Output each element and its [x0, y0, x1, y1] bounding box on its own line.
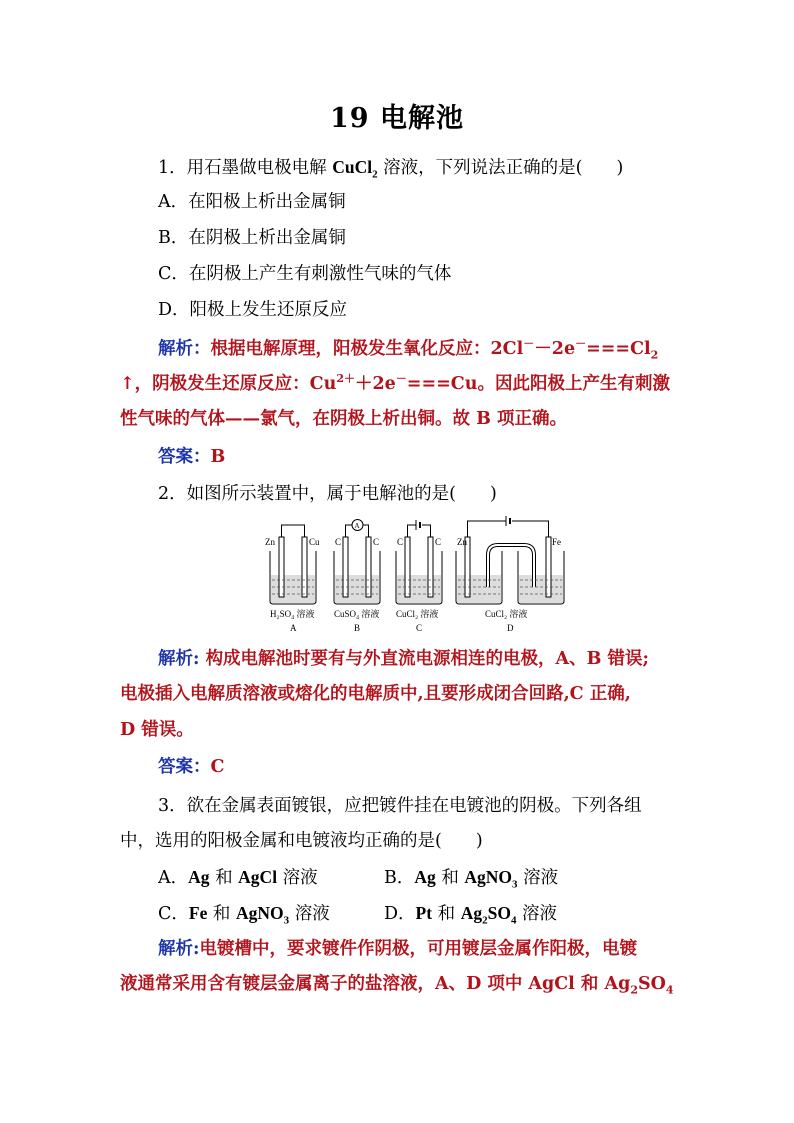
label-c-right: C	[435, 537, 442, 547]
q3-explanation-line1: 解析:电镀槽中，要求镀件作阴极，可用镀层金属作阳极，电镀	[158, 939, 637, 959]
q2-answer: 答案：C	[158, 757, 225, 777]
q3-option-c: C．Fe 和 AgNO$_3$ 溶液	[158, 903, 330, 927]
q3-option-a: A．Ag 和 AgCl 溶液	[158, 867, 318, 888]
q3-stem-line1: 3．欲在金属表面镀银，应把镀件挂在电镀池的阴极。下列各组	[158, 796, 642, 816]
q2-explanation-line3: D 错误。	[120, 720, 194, 740]
q1-explanation-line2: ↑，阴极发生还原反应：$Cu^{2+}+2e^-===Cu$。因此阳极上产生有刺激	[120, 372, 670, 394]
label-b-letter: B	[354, 623, 361, 633]
label-b-meter: A	[354, 522, 360, 530]
q1-option-d: D．阳极上发生还原反应	[158, 300, 348, 320]
beaker-c	[396, 520, 442, 604]
label-c-solution: CuCl₂ 溶液	[396, 609, 439, 619]
label-b-right: C	[373, 537, 380, 547]
q3-explanation-line2: 液通常采用含有镀层金属离子的盐溶液，A、D 项中 AgCl 和 $Ag_2SO_4$	[120, 974, 674, 997]
q2-explanation-line2: 电极插入电解质溶液或熔化的电解质中,且要形成闭合回路,C 正确,	[120, 684, 631, 704]
label-a-letter: A	[290, 623, 297, 633]
q1-option-b: B．在阴极上析出金属铜	[158, 228, 346, 248]
label-d-left: Zn	[457, 537, 467, 547]
label-c-letter: C	[416, 623, 423, 633]
q3-option-b: B．Ag 和 AgNO$_3$ 溶液	[384, 867, 559, 891]
label-d-solution: CuCl₂ 溶液	[485, 609, 528, 619]
q3-option-d: D．Pt 和 $Ag_2SO_4$ 溶液	[384, 903, 558, 927]
q1-explanation-line1: 解析：根据电解原理，阳极发生氧化反应：$2Cl^--2e^-===Cl_2$	[158, 337, 659, 362]
q2-explanation-line1: 解析: 构成电解池时要有与外直流电源相连的电极，A、B 错误;	[158, 649, 649, 669]
label-d-letter: D	[507, 623, 514, 633]
label-c-left: C	[397, 537, 404, 547]
page-title: 19 电解池	[330, 103, 464, 134]
label-b-left: C	[335, 537, 342, 547]
electrolysis-apparatus-figure	[262, 515, 582, 637]
beaker-b	[334, 520, 380, 605]
q1-answer: 答案：B	[158, 447, 226, 467]
q1-explanation-line3: 性气味的气体——氯气，在阴极上析出铜。故 B 项正确。	[120, 409, 567, 429]
beaker-d	[456, 516, 564, 604]
label-a-solution: H₂SO₄ 溶液	[270, 609, 315, 619]
label-b-solution: CuSO₄ 溶液	[334, 609, 380, 619]
q3-stem-line2: 中，选用的阳极金属和电镀液均正确的是( )	[120, 831, 483, 851]
label-a-left: Zn	[265, 537, 275, 547]
label-d-right: Fe	[552, 537, 561, 547]
q2-stem: 2．如图所示装置中，属于电解池的是( )	[158, 484, 497, 504]
q1-option-a: A．在阳极上析出金属铜	[158, 192, 346, 212]
label-a-right: Cu	[309, 537, 320, 547]
q1-stem: 1．用石墨做电极电解 CuCl$_2$ 溶液，下列说法正确的是( )	[158, 157, 624, 181]
q1-option-c: C．在阴极上产生有刺激性气味的气体	[158, 264, 452, 284]
